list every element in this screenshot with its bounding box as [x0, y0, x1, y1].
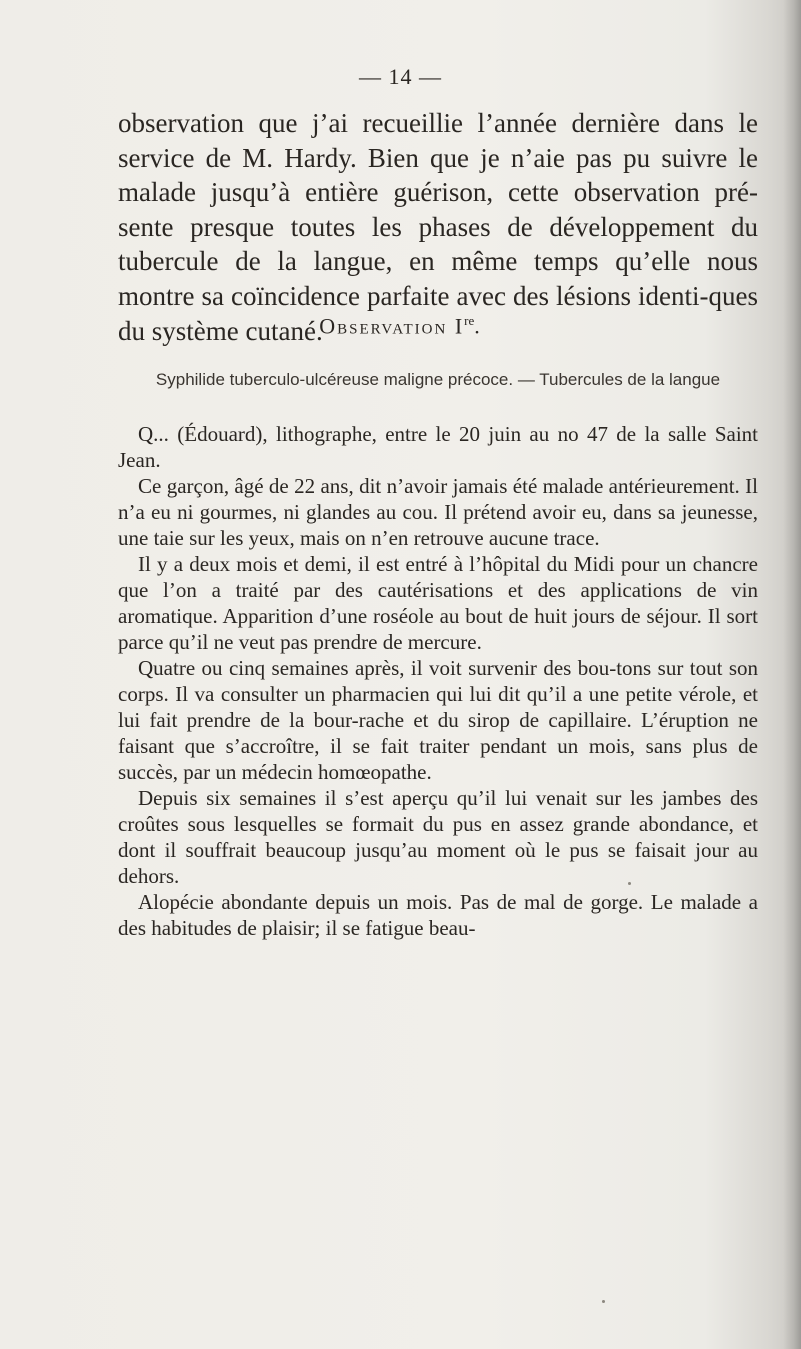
- intro-paragraph: observation que j’ai recueillie l’année dernière dans le service de M. Hardy. Bien que je n’aie pas pu suivre le malade jusqu’à entière guérison, cette observation pré-sente presque toutes les phases de développement du tubercule de la langue, en même temps qu’elle nous montre sa coïncidence parfaite avec des lésions identi-ques du système cutané.: [118, 108, 758, 346]
- body-paragraph: Q... (Édouard), lithographe, entre le 20 juin au no 47 de la salle Saint Jean.: [118, 422, 758, 472]
- observation-subtitle: Syphilide tuberculo-ulcéreuse maligne précoce. — Tubercules de la langue: [155, 370, 721, 389]
- paper-speck: [628, 882, 631, 885]
- observation-heading-text: Observation I: [319, 313, 465, 339]
- body-paragraph: Il y a deux mois et demi, il est entré à l’hôpital du Midi pour un chancre que l’on a traité par des cautérisations et des applications de vin aromatique. Apparition d’une roséole au bout de huit jours de séjour. Il sort parce qu’il ne veut pas prendre de mercure.: [118, 552, 758, 654]
- body-paragraph: Alopécie abondante depuis un mois. Pas de mal de gorge. Le malade a des habitudes de plaisir; il se fatigue beau-: [118, 890, 758, 940]
- body-paragraph: Depuis six semaines il s’est aperçu qu’il lui venait sur les jambes des croûtes sous lesquelles se formait du pus en assez grande abondance, et dont il souffrait beaucoup jusqu’au moment où le pus se faisait jour au dehors.: [118, 786, 758, 888]
- paper-speck: [602, 1300, 605, 1303]
- page-edge-shadow: [783, 0, 801, 1349]
- page-number: — 14 —: [359, 64, 442, 89]
- observation-body: [118, 421, 758, 941]
- observation-heading-superscript: re: [464, 313, 475, 328]
- body-paragraph: Quatre ou cinq semaines après, il voit survenir des bou-tons sur tout son corps. Il va consulter un pharmacien qui lui dit qu’il a une petite vérole, et lui fait prendre de la bour-rache et du sirop de capillaire. L’éruption ne faisant que s’accroître, il se fait traiter pendant un mois, sans plus de succès, par un médecin homœopathe.: [118, 656, 758, 784]
- observation-heading: [0, 313, 801, 339]
- observation-heading-dot: .: [474, 313, 482, 339]
- body-paragraph: Ce garçon, âgé de 22 ans, dit n’avoir jamais été malade antérieurement. Il n’a eu ni gourmes, ni glandes au cou. Il prétend avoir eu, dans sa jeunesse, une taie sur les yeux, mais on n’en retrouve aucune trace.: [118, 474, 758, 550]
